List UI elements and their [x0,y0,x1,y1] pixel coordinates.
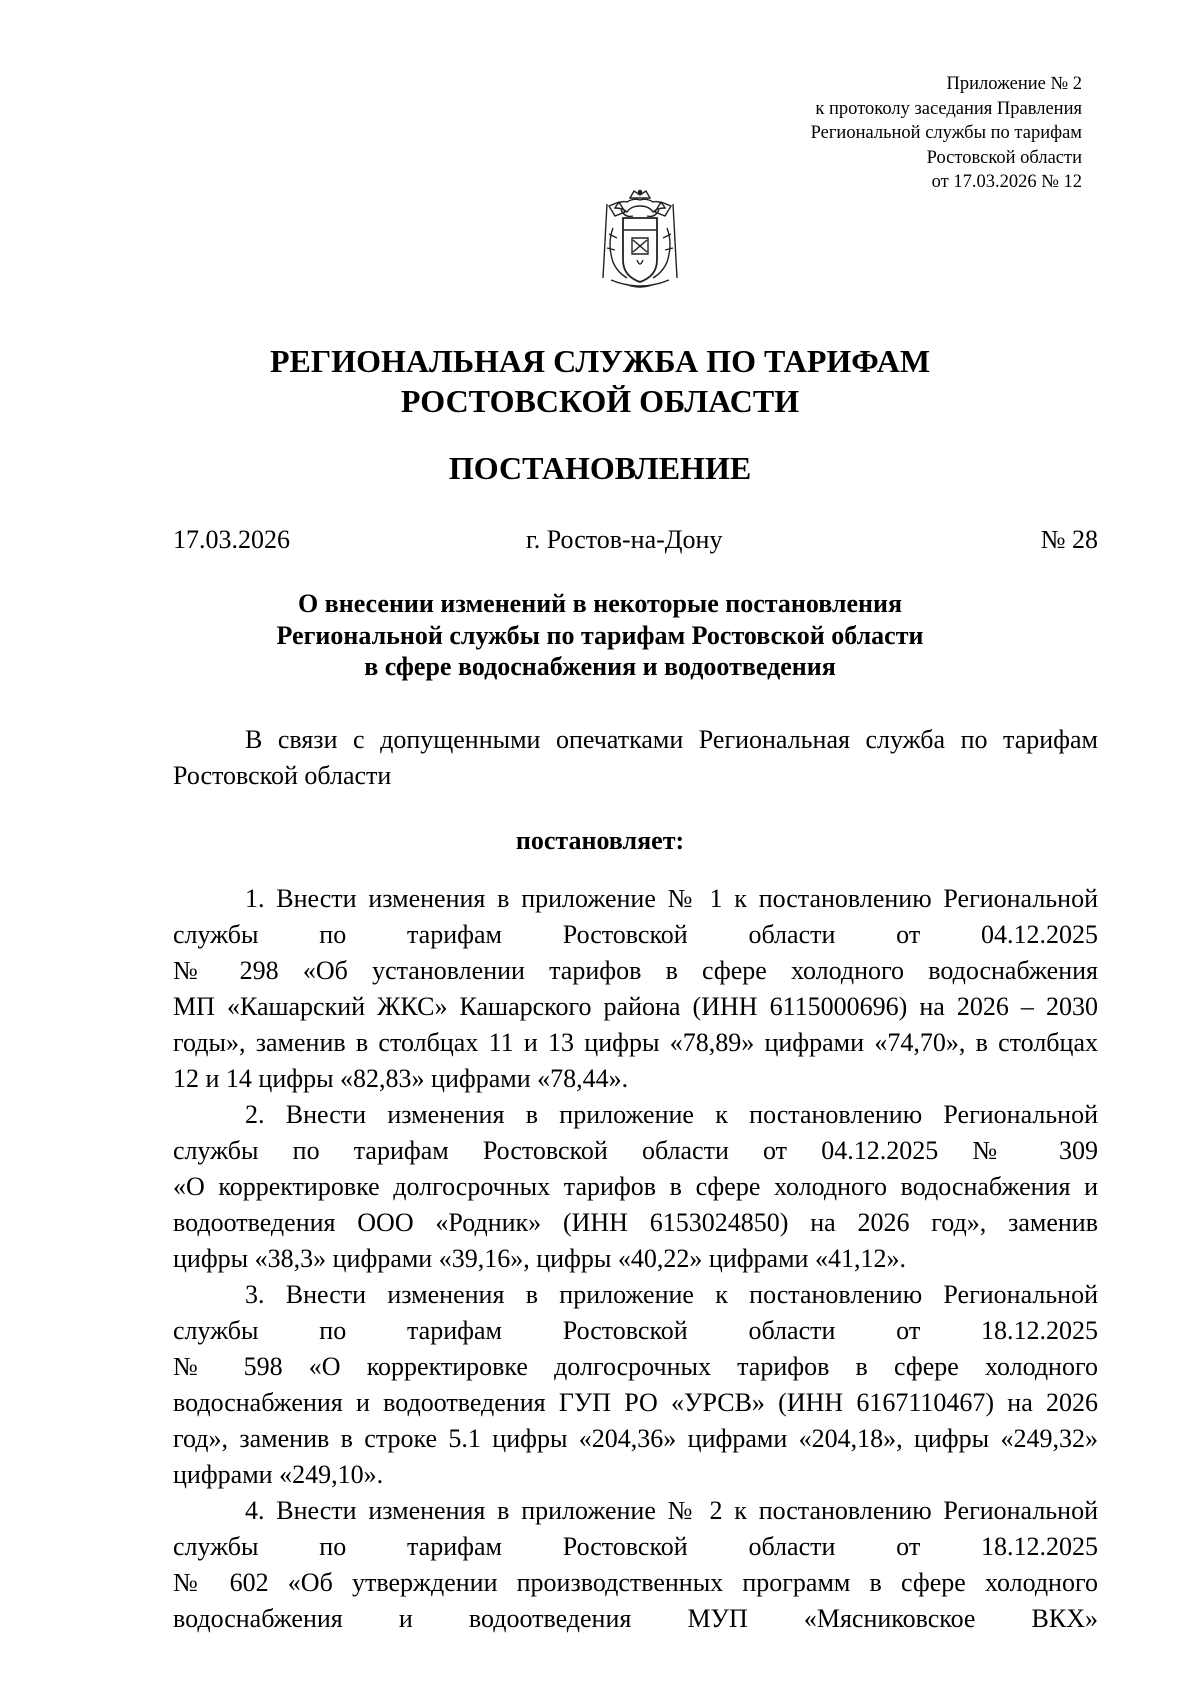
attachment-line: Приложение № 2 [946,74,1082,94]
attachment-line: от 17.03.2026 № 12 [931,172,1082,192]
resolution-item-3 [173,1277,1098,1493]
item-line: год», заменив в строке 5.1 цифры «204,36» цифрами «204,18», цифры «249,32» [173,1424,1098,1453]
item-line: 3. Внести изменения в приложение к постановлению Региональной [245,1280,1098,1309]
resolution-item-1 [173,881,1098,1097]
document-city: г. Ростов-на-Дону [526,525,723,554]
document-date: 17.03.2026 [173,525,290,554]
rostov-coat-of-arms-icon [597,188,683,292]
item-line: службы по тарифам Ростовской области от 18.12.2025 [173,1316,1098,1345]
organization-title [150,341,1050,421]
item-line: 4. Внести изменения в приложение № 2 к постановлению Региональной [245,1496,1098,1525]
resolves-heading: постановляет: [515,826,685,855]
intro-line: Ростовской области [173,761,392,790]
item-line: «О корректировке долгосрочных тарифов в сфере холодного водоснабжения и [173,1172,1098,1201]
attachment-line: Региональной службы по тарифам [810,123,1082,143]
item-line: 12 и 14 цифры «82,83» цифрами «78,44». [173,1064,629,1093]
attachment-line: Ростовской области [926,147,1082,168]
item-line: 2. Внести изменения в приложение к постановлению Региональной [245,1100,1098,1129]
item-line: водоснабжения и водоотведения ГУП РО «УРСВ» (ИНН 6167110467) на 2026 [173,1388,1098,1417]
subject-line: в сфере водоснабжения и водоотведения [364,652,836,681]
document-number: № 28 [1040,525,1098,554]
attachment-line: к протоколу заседания Правления [815,98,1082,119]
organization-title-line: РЕГИОНАЛЬНАЯ СЛУЖБА ПО ТАРИФАМ [269,343,931,379]
item-line: № 598 «О корректировке долгосрочных тарифов в сфере холодного [173,1352,1098,1381]
item-line: 1. Внести изменения в приложение № 1 к постановлению Региональной [245,884,1098,913]
organization-title-line: РОСТОВСКОЙ ОБЛАСТИ [400,383,800,419]
item-line: службы по тарифам Ростовской области от 18.12.2025 [173,1532,1098,1561]
item-line: водоотведения ООО «Родник» (ИНН 6153024850) на 2026 год», заменив [173,1208,1098,1237]
item-line: МП «Кашарский ЖКС» Кашарского района (ИНН 6115000696) на 2026 – 2030 [173,992,1098,1021]
item-line: службы по тарифам Ростовской области от 04.12.2025 № 309 [173,1136,1098,1165]
resolution-item-2 [173,1097,1098,1277]
resolution-items [173,881,1098,1637]
item-line: цифрами «249,10». [173,1460,384,1489]
item-line: № 602 «Об утверждении производственных программ в сфере холодного [173,1568,1098,1597]
document-meta-row [173,522,1098,558]
item-line: цифры «38,3» цифрами «39,16», цифры «40,22» цифрами «41,12». [173,1244,906,1273]
document-subject [150,588,1050,683]
item-line: службы по тарифам Ростовской области от 04.12.2025 [173,920,1098,949]
intro-paragraph [173,722,1098,794]
resolution-item-4 [173,1493,1098,1637]
item-line: № 298 «Об установлении тарифов в сфере холодного водоснабжения [173,956,1098,985]
intro-line: В связи с допущенными опечатками Региональная служба по тарифам [245,725,1098,754]
subject-line: О внесении изменений в некоторые постановления [297,589,903,618]
item-line: водоснабжения и водоотведения МУП «Мясниковское ВКХ» [173,1604,1098,1633]
item-line: годы», заменив в столбцах 11 и 13 цифры «78,89» цифрами «74,70», в столбцах [173,1028,1098,1057]
attachment-note [811,72,1082,195]
subject-line: Региональной службы по тарифам Ростовской области [276,620,924,650]
document-type: ПОСТАНОВЛЕНИЕ [448,450,752,486]
